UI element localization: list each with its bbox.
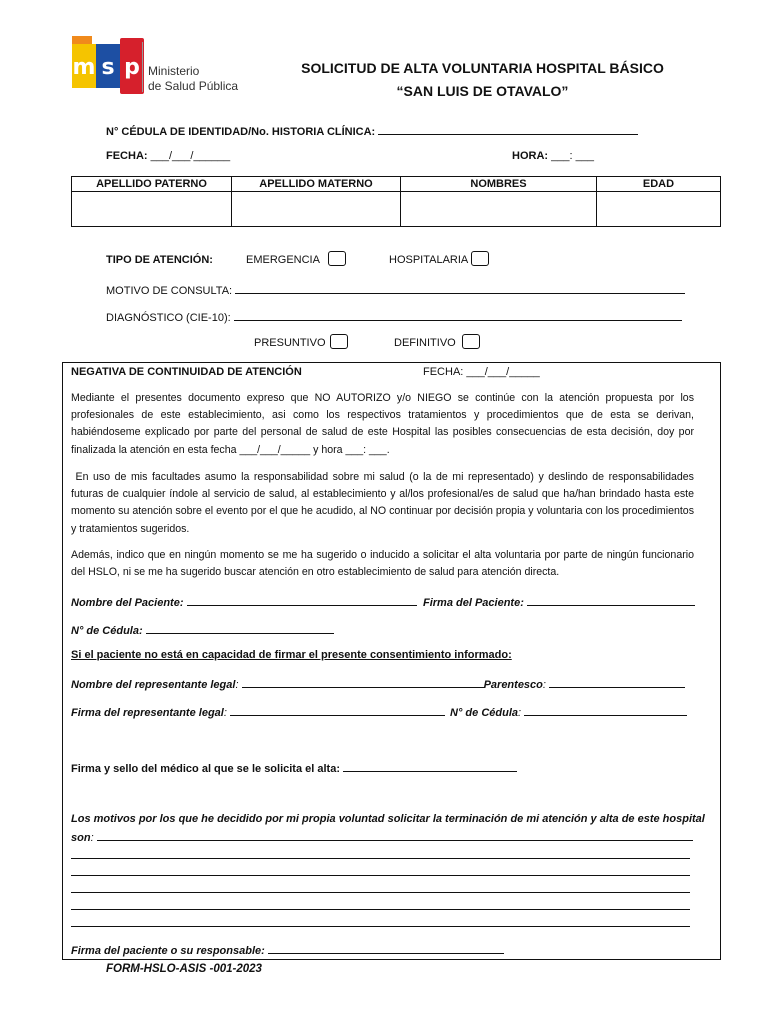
- diagnosis-row: [106, 309, 682, 324]
- time-label: HORA:: [512, 150, 549, 162]
- rep-cedula-label: N° de Cédula: [450, 707, 518, 719]
- incapacity-note: Si el paciente no está en capacidad de firmar el presente consentimiento informado:: [71, 649, 512, 661]
- rep-name-label: Nombre del representante legal: [71, 679, 236, 691]
- presumptive-label: PRESUNTIVO: [254, 337, 326, 349]
- definitive-label: DEFINITIVO: [394, 337, 456, 349]
- date-label: FECHA:: [106, 150, 148, 162]
- cedula-row: [71, 622, 334, 637]
- svg-text:s: s: [101, 55, 115, 80]
- doctor-sign-label: Firma y sello del médico al que se le solicita el alta:: [71, 763, 340, 775]
- document-title: SOLICITUD DE ALTA VOLUNTARIA HOSPITAL BÁSICO: [301, 60, 664, 76]
- patient-sign-label: Firma del Paciente:: [423, 597, 524, 609]
- time-row: [512, 150, 594, 162]
- patient-sign-field[interactable]: [527, 594, 695, 606]
- reasons-line-2[interactable]: [71, 858, 690, 859]
- ministry-name-line2: de Salud Pública: [148, 79, 239, 93]
- svg-text:p: p: [124, 55, 140, 80]
- emergency-label: EMERGENCIA: [246, 254, 320, 266]
- definitive-checkbox[interactable]: [462, 334, 480, 349]
- header-names: NOMBRES: [401, 177, 597, 192]
- relationship-label: Parentesco: [483, 679, 543, 691]
- cedula-field[interactable]: [146, 622, 334, 634]
- refusal-title: NEGATIVA DE CONTINUIDAD DE ATENCIÓN: [71, 366, 302, 378]
- cedula-label: N° de Cédula:: [71, 625, 143, 637]
- header-paternal-surname: APELLIDO PATERNO: [72, 177, 232, 192]
- date-row: [106, 150, 230, 162]
- final-sign-row: [71, 942, 504, 957]
- reasons-line-6[interactable]: [71, 926, 690, 927]
- rep-name-row: Nombre del representante legal: Parentesco:: [71, 676, 685, 691]
- reasons-label: Los motivos por los que he decidido por mi propia voluntad solicitar la terminación de mi atención y alta de este hospital: [71, 813, 705, 825]
- doctor-sign-field[interactable]: [343, 760, 517, 772]
- rep-sign-label: Firma del representante legal: [71, 707, 224, 719]
- patient-names-table: [71, 176, 721, 227]
- final-sign-label: Firma del paciente o su responsable:: [71, 945, 265, 957]
- diagnosis-field[interactable]: [234, 309, 682, 321]
- names-cell[interactable]: [401, 192, 597, 227]
- refusal-paragraph-3: Además, indico que en ningún momento se me ha sugerido o inducido a solicitar el alta voluntaria por parte de ningún funcionario del HSLO, ni se me ha sugerido buscar atención en otro establecimiento de salud para atención directa.: [71, 549, 694, 579]
- refusal-paragraph-2: En uso de mis facultades asumo la responsabilidad sobre mi salud (o la de mi representado) y deslindo de responsabilidades futuras de cualquier índole al servicio de salud, al establecimiento y al/los profesional/es de salud que ha/han brindado hasta este momento su atención sobre el evento por el que he acudido, al NO continuar por decisión propia y voluntaria con los procedimientos y tratamientos sugeridos.: [71, 471, 697, 535]
- hospital-name: “SAN LUIS DE OTAVALO”: [396, 83, 569, 99]
- motive-field[interactable]: [235, 282, 685, 294]
- rep-sign-row: Firma del representante legal: N° de Cédula:: [71, 704, 687, 719]
- reasons-label-end: son: [71, 832, 91, 844]
- hospital-checkbox[interactable]: [471, 251, 489, 266]
- header-maternal-surname: APELLIDO MATERNO: [232, 177, 401, 192]
- rep-cedula-field[interactable]: [524, 704, 687, 716]
- reasons-line-5[interactable]: [71, 909, 690, 910]
- reasons-line-4[interactable]: [71, 892, 690, 893]
- diagnosis-label: DIAGNÓSTICO (CIE-10):: [106, 312, 231, 324]
- refusal-date[interactable]: FECHA: ___/___/_____: [423, 366, 540, 378]
- id-row: [106, 123, 638, 138]
- hospital-label: HOSPITALARIA: [389, 254, 469, 266]
- reasons-line-1[interactable]: [97, 829, 693, 841]
- rep-sign-field[interactable]: [230, 704, 445, 716]
- ministry-name-line1: Ministerio: [148, 64, 200, 78]
- maternal-surname-cell[interactable]: [232, 192, 401, 227]
- rep-name-field[interactable]: [242, 676, 484, 688]
- patient-name-field[interactable]: [187, 594, 417, 606]
- svg-text:m: m: [72, 55, 96, 80]
- msp-logo: [72, 36, 242, 98]
- id-field[interactable]: [378, 123, 638, 135]
- patient-name-label: Nombre del Paciente:: [71, 597, 184, 609]
- refusal-paragraph-1: Mediante el presentes documento expreso que NO AUTORIZO y/o NIEGO se continúe con la atención propuesta por los profesionales de este establecimiento, asi como los respectivos tratamientos y procedimientos que de esta se derivan, habiéndoseme explicado por parte del personal de salud de este Hospital las posibles consecuencias de esta decisión, doy por finalizada la atención en esta fecha ___/___/_____ y hora ___: ___.: [71, 392, 694, 456]
- paternal-surname-cell[interactable]: [72, 192, 232, 227]
- presumptive-checkbox[interactable]: [330, 334, 348, 349]
- patient-sign-row: [423, 594, 695, 609]
- reasons-line-3[interactable]: [71, 875, 690, 876]
- doctor-sign-row: [71, 760, 517, 775]
- reasons-first-row: son:: [71, 829, 693, 844]
- id-label: N° CÉDULA DE IDENTIDAD/No. HISTORIA CLÍNICA:: [106, 126, 376, 138]
- motive-row: [106, 282, 685, 297]
- date-field[interactable]: ___/___/______: [150, 150, 231, 162]
- msp-logo-mark: [72, 36, 144, 96]
- final-sign-field[interactable]: [268, 942, 504, 954]
- form-code: FORM-HSLO-ASIS -001-2023: [106, 963, 262, 975]
- emergency-checkbox[interactable]: [328, 251, 346, 266]
- age-cell[interactable]: [597, 192, 721, 227]
- attention-type-label: TIPO DE ATENCIÓN:: [106, 254, 213, 266]
- relationship-field[interactable]: [549, 676, 685, 688]
- patient-name-row: [71, 594, 417, 609]
- header-age: EDAD: [597, 177, 721, 192]
- motive-label: MOTIVO DE CONSULTA:: [106, 285, 233, 297]
- time-field[interactable]: ___: ___: [551, 150, 594, 162]
